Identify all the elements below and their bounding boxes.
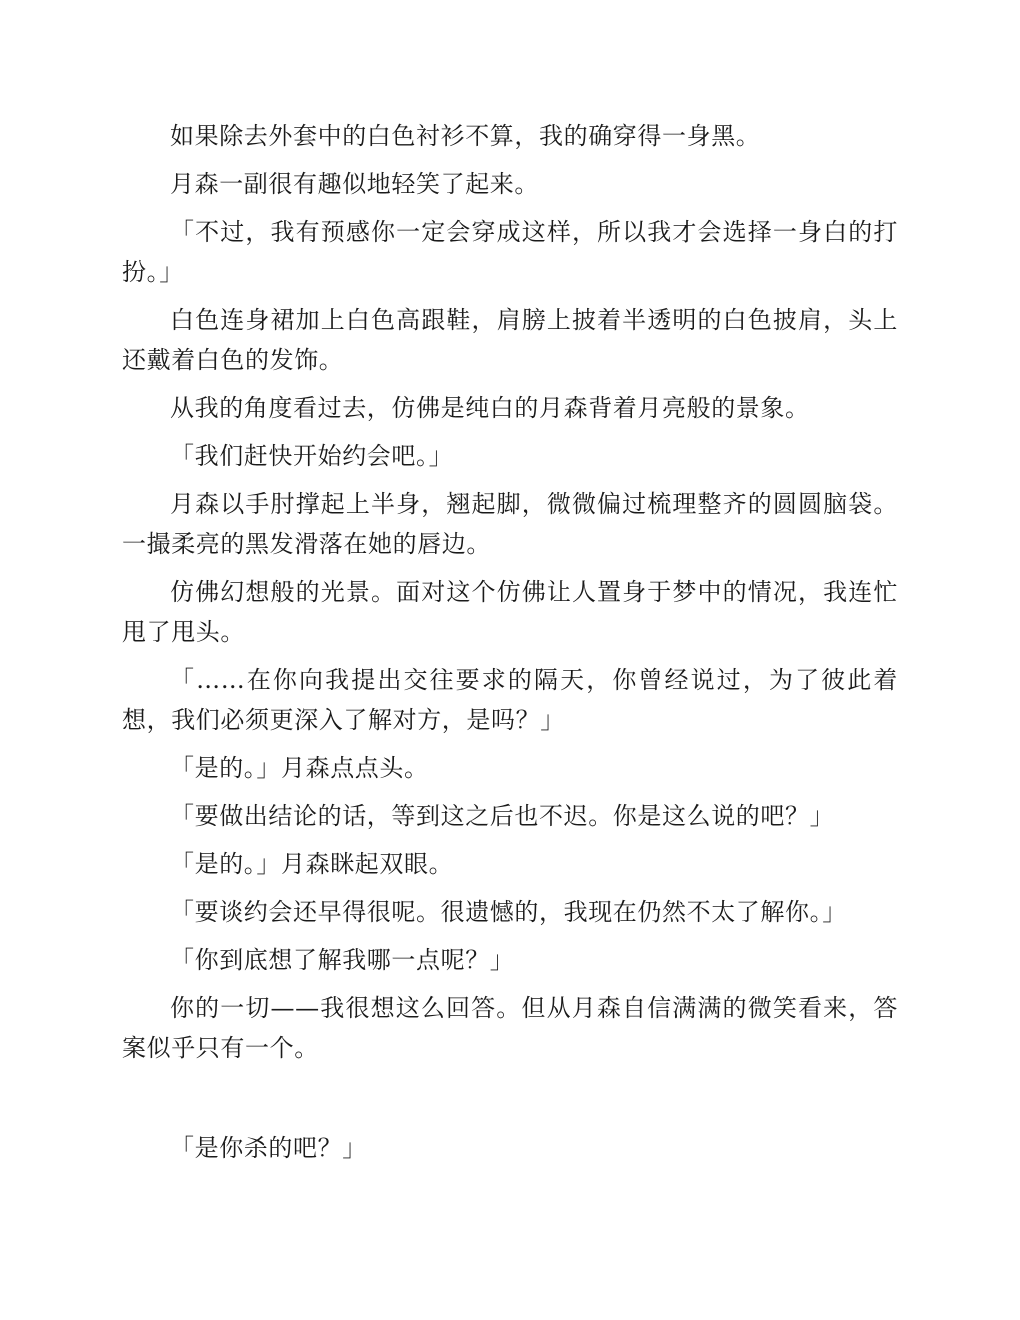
section-break (122, 1076, 898, 1128)
paragraph: 月森以手肘撑起上半身，翘起脚，微微偏过梳理整齐的圆圆脑袋。一撮柔亮的黑发滑落在她的唇边。 (122, 490, 898, 558)
paragraph: 「……在你向我提出交往要求的隔天，你曾经说过，为了彼此着想，我们必须更深入了解对方，是吗？」 (122, 666, 898, 734)
final-line: 「是你杀的吧？」 (170, 1134, 367, 1162)
paragraph: 「要做出结论的话，等到这之后也不迟。你是这么说的吧？」 (170, 802, 835, 830)
paragraph: 「要谈约会还早得很呢。很遗憾的，我现在仍然不太了解你。」 (170, 898, 847, 926)
paragraph: 如果除去外套中的白色衬衫不算，我的确穿得一身黑。 (170, 122, 761, 150)
paragraph: 「是的。」月森点点头。 (170, 754, 429, 782)
paragraph: 月森一副很有趣似地轻笑了起来。 (170, 170, 539, 198)
paragraph: 「是的。」月森眯起双眼。 (170, 850, 454, 878)
paragraph: 「你到底想了解我哪一点呢？」 (170, 946, 515, 974)
paragraph: 「我们赶快开始约会吧。」 (170, 442, 454, 470)
body-text (122, 116, 898, 1176)
paragraph: 从我的角度看过去，仿佛是纯白的月森背着月亮般的景象。 (170, 394, 810, 422)
paragraph: 白色连身裙加上白色高跟鞋，肩膀上披着半透明的白色披肩，头上还戴着白色的发饰。 (122, 306, 898, 374)
paragraph: 仿佛幻想般的光景。面对这个仿佛让人置身于梦中的情况，我连忙甩了甩头。 (122, 578, 898, 646)
paragraph: 「不过，我有预感你一定会穿成这样，所以我才会选择一身白的打扮。」 (122, 218, 898, 286)
paragraph: 你的一切——我很想这么回答。但从月森自信满满的微笑看来，答案似乎只有一个。 (122, 994, 898, 1062)
